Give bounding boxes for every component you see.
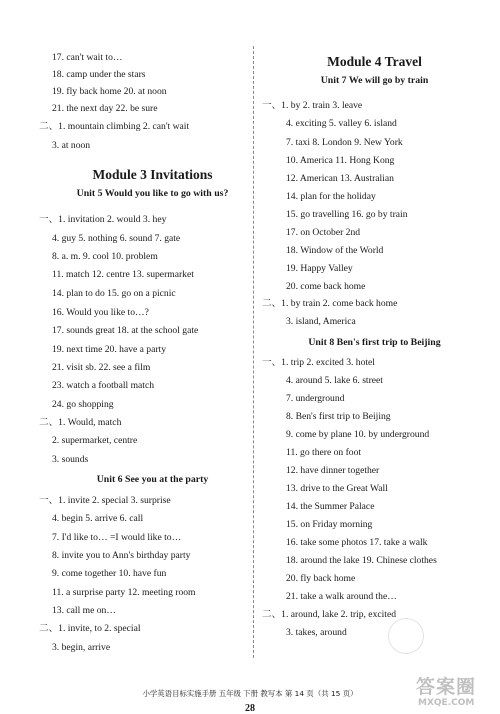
answer-line: 二、1. mountain climbing 2. can't wait: [39, 121, 190, 132]
answer-line: 一、1. invite 2. special 3. surprise: [39, 495, 171, 506]
answer-line: 21. visit sb. 22. see a film: [52, 362, 151, 373]
answer-line: 18. Window of the World: [286, 245, 384, 256]
unit-8-title: Unit 8 Ben's first trip to Beijing: [308, 337, 441, 348]
answer-line: 3. begin, arrive: [52, 642, 111, 653]
answer-line: 13. drive to the Great Wall: [286, 483, 388, 494]
answer-line: 4. exciting 5. valley 6. island: [286, 118, 397, 129]
answer-line: 3. at noon: [52, 140, 91, 151]
answer-line: 一、1. by 2. train 3. leave: [262, 100, 363, 111]
answer-line: 4. guy 5. nothing 6. sound 7. gate: [52, 233, 181, 244]
watermark-url: MXQE.COM: [418, 698, 475, 708]
answer-line: 17. can't wait to…: [52, 52, 123, 63]
answer-line: 8. invite you to Ann's birthday party: [52, 550, 191, 561]
page-number: 28: [245, 703, 255, 714]
answer-line: 二、1. invite, to 2. special: [39, 623, 141, 634]
column-divider: [253, 46, 254, 658]
answer-line: 15. on Friday morning: [286, 519, 373, 530]
answer-line: 10. America 11. Hong Kong: [286, 155, 395, 166]
answer-line: 7. underground: [286, 393, 345, 404]
answer-line: 13. call me on…: [52, 605, 116, 616]
answer-line: 二、1. Would, match: [39, 417, 122, 428]
answer-line: 8. a. m. 9. cool 10. problem: [52, 251, 158, 262]
answer-line: 15. go travelling 16. go by train: [286, 209, 408, 220]
answer-line: 21. take a walk around the…: [286, 591, 397, 602]
answer-line: 20. fly back home: [286, 573, 356, 584]
answer-line: 18. around the lake 19. Chinese clothes: [286, 555, 437, 566]
watermark-logo: [412, 672, 498, 712]
answer-line: 3. sounds: [52, 454, 89, 465]
answer-line: 14. plan to do 15. go on a picnic: [52, 288, 176, 299]
answer-line: 3. island, America: [286, 316, 356, 327]
answer-line: 4. begin 5. arrive 6. call: [52, 513, 144, 524]
answer-line: 11. a surprise party 12. meeting room: [52, 587, 196, 598]
answer-line: 19. next time 20. have a party: [52, 344, 167, 355]
answer-line: 17. on October 2nd: [286, 227, 361, 238]
answer-line: 21. the next day 22. be sure: [52, 103, 158, 114]
answer-line: 14. the Summer Palace: [286, 501, 375, 512]
module-4-title: Module 4 Travel: [327, 54, 422, 69]
answer-line: 23. watch a football match: [52, 380, 155, 391]
right-column: [262, 0, 487, 650]
answer-line: 19. fly back home 20. at noon: [52, 86, 167, 97]
answer-line: 3. takes, around: [286, 627, 347, 638]
left-column: [39, 0, 265, 653]
answer-line: 8. Ben's first trip to Beijing: [286, 411, 391, 422]
answer-line: 2. supermarket, centre: [52, 435, 138, 446]
answer-line: 18. camp under the stars: [52, 69, 146, 80]
answer-line: 16. Would you like to…?: [52, 307, 149, 318]
unit-7-title: Unit 7 We will go by train: [320, 75, 429, 86]
answer-line: 11. go there on foot: [286, 447, 362, 458]
watermark-logo-text: 答案圈: [416, 676, 477, 698]
answer-line: 19. Happy Valley: [286, 263, 353, 274]
answer-line: 14. plan for the holiday: [286, 191, 376, 202]
answer-line: 二、1. around, lake 2. trip, excited: [262, 609, 397, 620]
answer-line: 二、1. by train 2. come back home: [262, 298, 398, 309]
unit-5-title: Unit 5 Would you like to go with us?: [76, 188, 229, 199]
module-3-title: Module 3 Invitations: [92, 167, 213, 182]
answer-line: 一、1. trip 2. excited 3. hotel: [262, 357, 375, 368]
answer-line: 9. come by plane 10. by underground: [286, 429, 430, 440]
page-footer: 小学英语目标实施手册 五年级 下册 教写本 第 14 页（共 15 页）: [142, 689, 358, 698]
answer-line: 24. go shopping: [52, 399, 114, 410]
answer-line: 20. come back home: [286, 281, 366, 292]
answer-line: 12. American 13. Australian: [286, 173, 394, 184]
unit-6-title: Unit 6 See you at the party: [96, 474, 209, 485]
answer-line: 4. around 5. lake 6. street: [286, 375, 383, 386]
answer-line: 16. take some photos 17. take a walk: [286, 537, 428, 548]
answer-line: 9. come together 10. have fun: [52, 568, 167, 579]
answer-line: 11. match 12. centre 13. supermarket: [52, 269, 194, 280]
answer-line: 7. taxi 8. London 9. New York: [286, 137, 403, 148]
answer-line: 17. sounds great 18. at the school gate: [52, 325, 199, 336]
answer-line: 7. I'd like to… =I would like to…: [52, 532, 182, 543]
answer-line: 12. have dinner together: [286, 465, 380, 476]
answer-line: 一、1. invitation 2. would 3. hey: [39, 214, 167, 225]
faint-stamp-mark: [388, 618, 424, 654]
